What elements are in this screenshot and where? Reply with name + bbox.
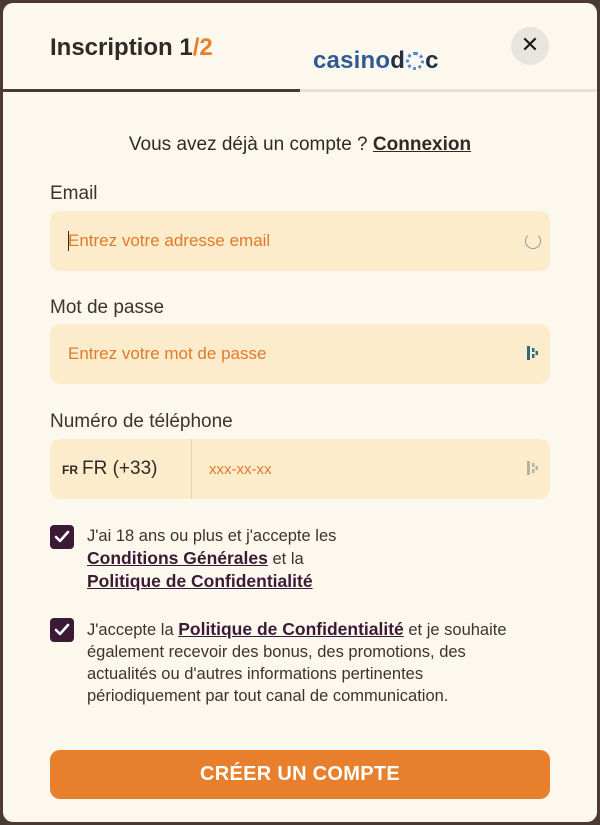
email-input[interactable]	[50, 211, 550, 271]
phone-field-container	[50, 439, 550, 499]
password-field-container	[50, 324, 550, 384]
privacy-policy-link[interactable]: Politique de Confidentialité	[178, 619, 404, 639]
login-prompt	[3, 134, 597, 156]
create-account-button[interactable]: CRÉER UN COMPTE	[50, 750, 550, 799]
close-button[interactable]	[511, 27, 549, 65]
checkmark-icon	[54, 623, 70, 637]
logo-text-d: d	[390, 47, 406, 74]
phone-label: Numéro de téléphone	[50, 411, 233, 432]
age-terms-text	[87, 525, 537, 593]
country-flag-code: FR	[62, 463, 78, 477]
registration-modal	[3, 3, 597, 822]
casinodoc-logo	[313, 47, 439, 75]
step-progress-bar	[3, 89, 597, 92]
title-text: Inscription 1	[50, 34, 193, 61]
loading-spinner-icon	[525, 233, 541, 249]
casino-chip-icon	[406, 52, 424, 70]
password-input[interactable]	[50, 324, 550, 384]
checkmark-icon	[54, 530, 70, 544]
consent1-text: J'ai 18 ans ou plus et j'accepte les	[87, 527, 337, 545]
modal-title	[50, 34, 213, 62]
close-icon: ✕	[520, 33, 540, 58]
step-progress-active	[3, 89, 300, 92]
consent1-text-mid: et la	[272, 550, 304, 568]
logo-text-c: c	[425, 47, 439, 74]
country-code-select[interactable]	[50, 439, 192, 499]
password-manager-icon[interactable]	[526, 344, 540, 362]
consent2-text-before: J'accepte la	[87, 621, 174, 639]
phone-input[interactable]	[192, 439, 550, 499]
logo-text-casino: casino	[313, 47, 391, 74]
terms-link[interactable]: Conditions Générales	[87, 548, 268, 568]
login-link[interactable]: Connexion	[372, 134, 472, 155]
marketing-consent-text	[87, 618, 537, 707]
login-prompt-text: Vous avez déjà un compte ?	[128, 134, 368, 155]
marketing-checkbox[interactable]	[50, 618, 74, 642]
password-label: Mot de passe	[50, 297, 165, 318]
consent2-text-after: et je souhaite également recevoir des bonus, des promotions, des actualités ou d'autres informations pertinentes périodiquement par tout canal de communication.	[87, 621, 507, 705]
email-label: Email	[50, 183, 98, 204]
country-code-value: FR (+33)	[82, 458, 158, 479]
email-field-container	[50, 211, 550, 271]
age-terms-checkbox[interactable]	[50, 525, 74, 549]
title-step: /2	[192, 34, 213, 61]
autofill-icon[interactable]	[526, 459, 540, 477]
modal-header	[3, 3, 597, 93]
privacy-policy-link[interactable]: Politique de Confidentialité	[87, 571, 313, 591]
text-caret	[68, 231, 69, 251]
